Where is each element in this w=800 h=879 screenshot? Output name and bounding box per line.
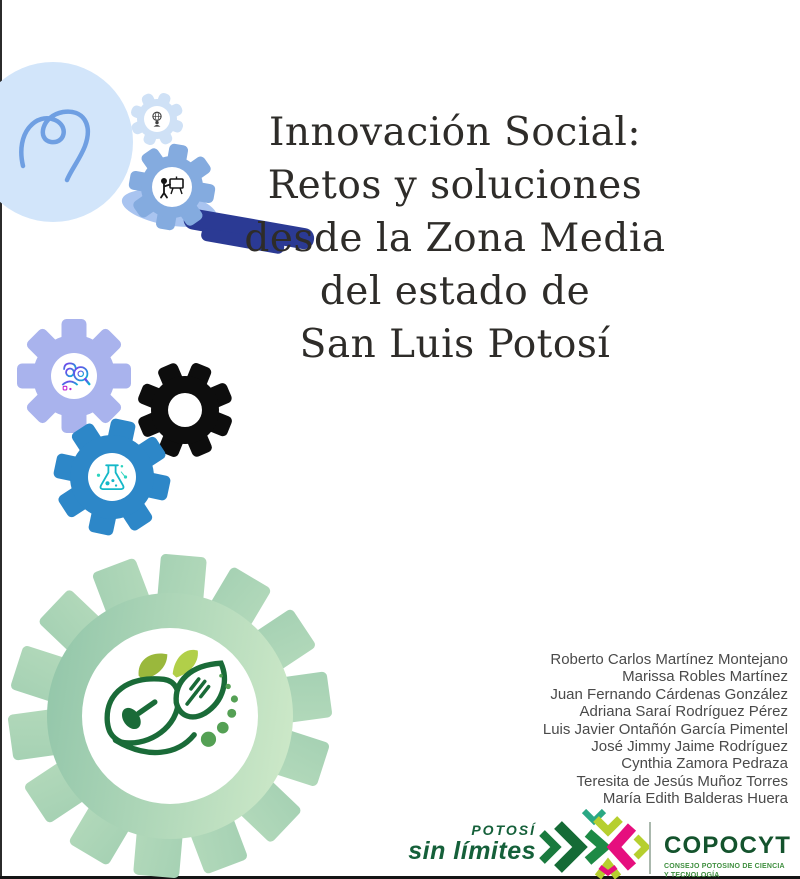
x-chevron-logo-icon <box>538 809 653 879</box>
person-network-icon <box>148 110 166 128</box>
potosi-sin-limites-logo <box>386 822 536 864</box>
copocyt-subtitle-line: Y TECNOLOGÍA <box>664 872 720 879</box>
title-line: del estado de <box>319 269 591 314</box>
author-name: Teresita de Jesús Muñoz Torres <box>576 772 788 790</box>
author-name: Adriana Saraí Rodríguez Pérez <box>579 703 788 721</box>
author-name: María Edith Balderas Huera <box>602 790 788 808</box>
copocyt-subtitle-line: CONSEJO POTOSINO DE CIENCIA <box>664 863 785 870</box>
author-name: Luis Javier Ontañón García Pimentel <box>542 720 788 738</box>
title-line: Innovación Social: <box>268 110 642 155</box>
title-line: desde la Zona Media <box>244 216 666 261</box>
presenter-icon <box>157 174 187 200</box>
title-line: Retos y soluciones <box>267 163 643 208</box>
copocyt-subtitle <box>664 862 798 879</box>
author-name: Roberto Carlos Martínez Montejano <box>550 651 788 668</box>
copocyt-logo <box>664 833 798 879</box>
author-name: José Jimmy Jaime Rodríguez <box>591 738 788 756</box>
engineer-search-icon <box>56 358 92 394</box>
author-name: Cynthia Zamora Pedraza <box>621 755 788 773</box>
sin-limites-logo-text: sin límites <box>408 837 536 865</box>
leaf-fork-spoon-logo-icon <box>85 646 255 786</box>
flask-icon <box>94 459 130 495</box>
authors-list <box>408 651 788 808</box>
potosi-logo-text: POTOSÍ <box>471 822 536 838</box>
author-name: Marissa Robles Martínez <box>622 668 788 686</box>
page-title <box>215 106 695 371</box>
copocyt-logo-text: COPOCYT <box>664 832 792 859</box>
title-line: San Luis Potosí <box>299 322 611 367</box>
author-name: Juan Fernando Cárdenas González <box>550 685 788 703</box>
footer-logo-divider <box>649 822 651 874</box>
